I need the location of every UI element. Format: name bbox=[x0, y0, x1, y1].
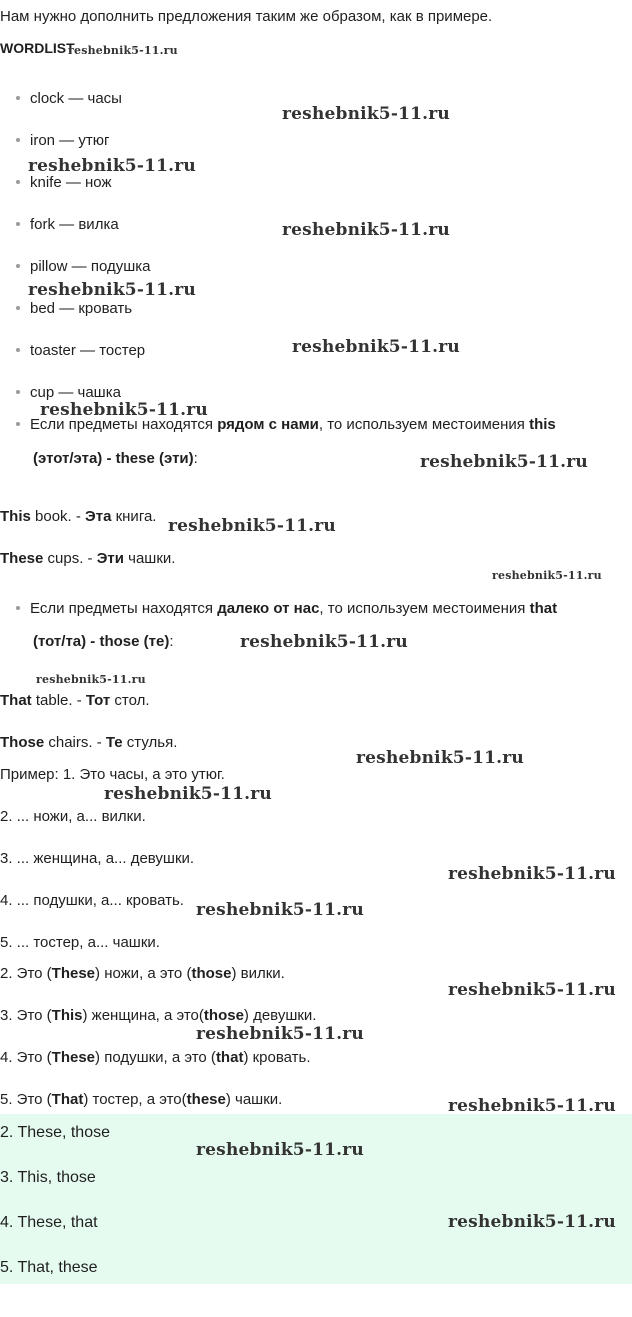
bullet-icon bbox=[16, 306, 20, 310]
list-item: iron — утюг bbox=[16, 132, 109, 149]
bullet-icon bbox=[16, 606, 20, 610]
bullet-icon bbox=[16, 422, 20, 426]
watermark: reshebnik5-11.ru bbox=[448, 1096, 616, 1116]
task-line: 3. ... женщина, а... девушки. bbox=[0, 850, 195, 867]
watermark: reshebnik5-11.ru bbox=[448, 1212, 616, 1232]
wordlist-heading bbox=[0, 40, 75, 56]
task-line: 5. ... тостер, а... чашки. bbox=[0, 934, 160, 951]
watermark: reshebnik5-11.ru bbox=[292, 337, 460, 357]
watermark: reshebnik5-11.ru bbox=[240, 632, 408, 652]
answer-line: 4. These, that bbox=[0, 1214, 98, 1231]
watermark: reshebnik5-11.ru bbox=[420, 452, 588, 472]
bullet-icon bbox=[16, 348, 20, 352]
watermark: reshebnik5-11.ru bbox=[168, 516, 336, 536]
watermark: reshebnik5-11.ru bbox=[28, 156, 196, 176]
example-these: These cups. - Эти чашки. bbox=[0, 550, 176, 567]
list-item: fork — вилка bbox=[16, 216, 119, 233]
list-item: knife — нож bbox=[16, 174, 112, 191]
example-line: Пример: 1. Это часы, а это утюг. bbox=[0, 766, 225, 783]
watermark: reshebnik5-11.ru bbox=[282, 220, 450, 240]
rule-far-line2: (тот/та) - those (те): bbox=[33, 633, 174, 650]
solution-line: 4. Это (These) подушки, а это (that) кровать. bbox=[0, 1049, 311, 1066]
watermark: reshebnik5-11.ru bbox=[36, 673, 146, 686]
bullet-icon bbox=[16, 390, 20, 394]
example-those: Those chairs. - Те стулья. bbox=[0, 734, 178, 751]
wordlist-label: WORDLIST bbox=[0, 40, 75, 56]
solution-line: 2. Это (These) ножи, а это (those) вилки. bbox=[0, 965, 285, 982]
bullet-icon bbox=[16, 222, 20, 226]
list-item: pillow — подушка bbox=[16, 258, 151, 275]
watermark: reshebnik5-11.ru bbox=[448, 980, 616, 1000]
solution-line: 5. Это (That) тостер, а это(these) чашки. bbox=[0, 1091, 283, 1108]
bullet-icon bbox=[16, 138, 20, 142]
answer-line: 2. These, those bbox=[0, 1124, 110, 1141]
watermark: reshebnik5-11.ru bbox=[196, 1140, 364, 1160]
intro-text: Нам нужно дополнить предложения таким же образом, как в примере. bbox=[0, 8, 493, 25]
watermark: reshebnik5-11.ru bbox=[40, 400, 208, 420]
bullet-icon bbox=[16, 96, 20, 100]
rule-near-line2: (этот/эта) - these (эти): bbox=[33, 450, 198, 467]
watermark: reshebnik5-11.ru bbox=[356, 748, 524, 768]
answer-line: 5. That, these bbox=[0, 1259, 98, 1276]
example-that: That table. - Тот стол. bbox=[0, 692, 150, 709]
list-item: toaster — тостер bbox=[16, 342, 145, 359]
task-line: 4. ... подушки, а... кровать. bbox=[0, 892, 184, 909]
list-item: cup — чашка bbox=[16, 384, 121, 401]
solution-line: 3. Это (This) женщина, а это(those) девушки. bbox=[0, 1007, 317, 1024]
watermark: reshebnik5-11.ru bbox=[28, 280, 196, 300]
rule-far: Если предметы находятся далеко от нас, то используем местоимения that bbox=[16, 600, 557, 617]
list-item: bed — кровать bbox=[16, 300, 132, 317]
watermark: reshebnik5-11.ru bbox=[68, 44, 178, 57]
list-item: clock — часы bbox=[16, 90, 122, 107]
rule-near: Если предметы находятся рядом с нами, то используем местоимения this bbox=[16, 416, 556, 433]
watermark: reshebnik5-11.ru bbox=[104, 784, 272, 804]
watermark: reshebnik5-11.ru bbox=[196, 900, 364, 920]
bullet-icon bbox=[16, 264, 20, 268]
task-line: 2. ... ножи, а... вилки. bbox=[0, 808, 146, 825]
watermark: reshebnik5-11.ru bbox=[196, 1024, 364, 1044]
watermark: reshebnik5-11.ru bbox=[448, 864, 616, 884]
bullet-icon bbox=[16, 180, 20, 184]
example-this: This book. - Эта книга. bbox=[0, 508, 157, 525]
answer-line: 3. This, those bbox=[0, 1169, 96, 1186]
watermark: reshebnik5-11.ru bbox=[282, 104, 450, 124]
watermark: reshebnik5-11.ru bbox=[492, 569, 602, 582]
